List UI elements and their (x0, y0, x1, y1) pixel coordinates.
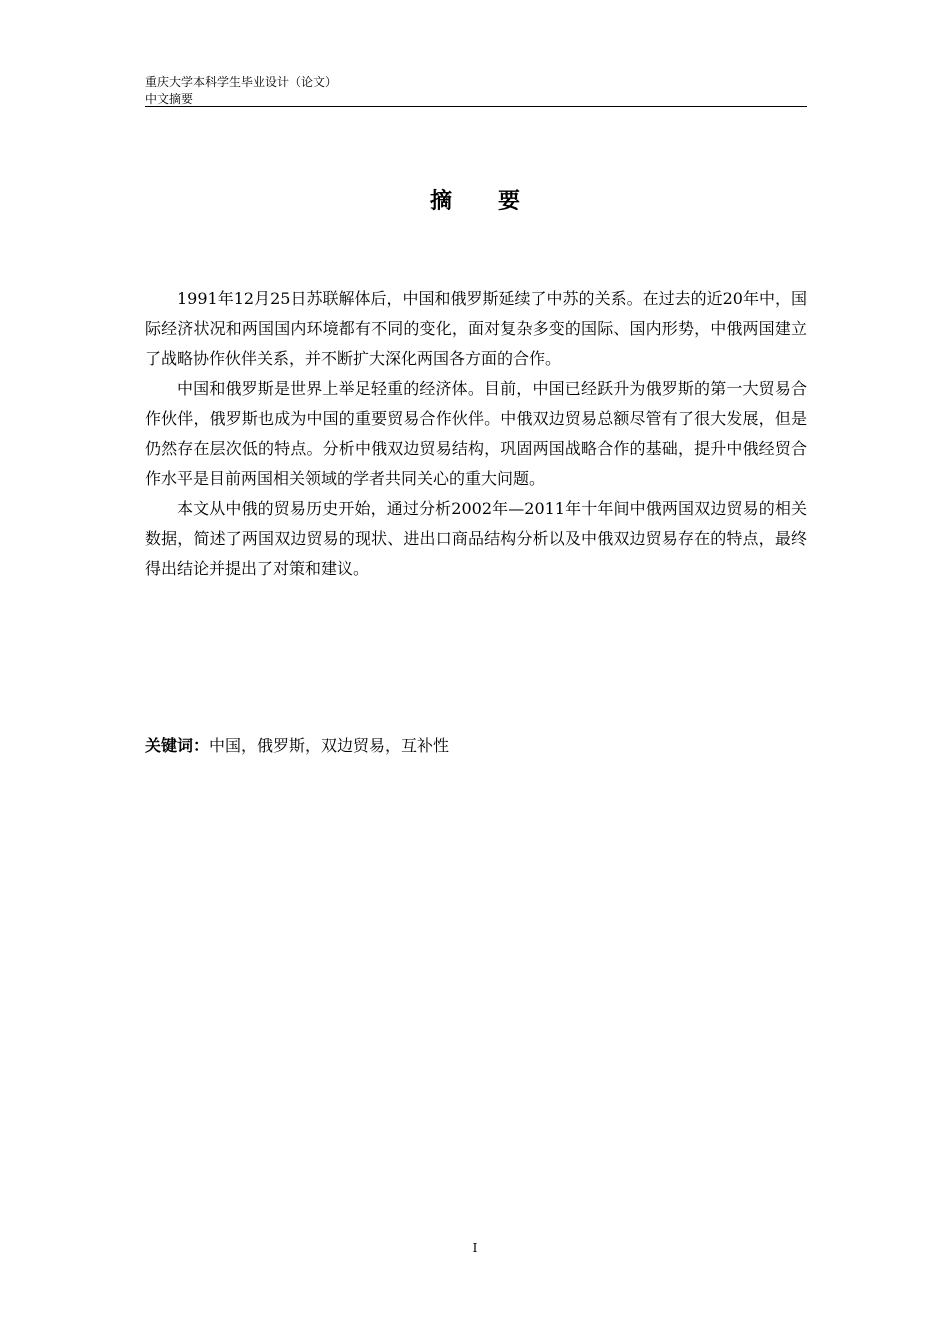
title-char-2: 要 (498, 189, 521, 214)
header-section-name: 中文摘要 (145, 92, 194, 106)
keywords-label: 关键词： (145, 736, 210, 755)
title-char-1: 摘 (429, 189, 452, 214)
page-number: I (472, 1241, 478, 1255)
running-header (145, 74, 807, 108)
page-title (0, 184, 950, 215)
keywords-text: 中国，俄罗斯，双边贸易，互补性 (209, 736, 450, 755)
keywords-line (145, 731, 807, 761)
abstract-body (145, 284, 807, 584)
abstract-paragraph-2: 中国和俄罗斯是世界上举足轻重的经济体。目前，中国已经跃升为俄罗斯的第一大贸易合作伙伴，俄罗斯也成为中国的重要贸易合作伙伴。中俄双边贸易总额尽管有了很大发展，但是仍然存在层次低的特点。分析中俄双边贸易结构，巩固两国战略合作的基础，提升中俄经贸合作水平是目前两国相关领域的学者共同关心的重大问题。 (145, 379, 807, 488)
header-thesis-title: 重庆大学本科学生毕业设计（论文） (145, 75, 338, 89)
header-rule (145, 106, 807, 107)
abstract-paragraph-1: 1991年12月25日苏联解体后，中国和俄罗斯延续了中苏的关系。在过去的近20年中，国际经济状况和两国国内环境都有不同的变化，面对复杂多变的国际、国内形势，中俄两国建立了战略协作伙伴关系，并不断扩大深化两国各方面的合作。 (145, 289, 807, 368)
abstract-paragraph-3: 本文从中俄的贸易历史开始，通过分析2002年—2011年十年间中俄两国双边贸易的相关数据，简述了两国双边贸易的现状、进出口商品结构分析以及中俄双边贸易存在的特点，最终得出结论并提出了对策和建议。 (145, 499, 807, 578)
